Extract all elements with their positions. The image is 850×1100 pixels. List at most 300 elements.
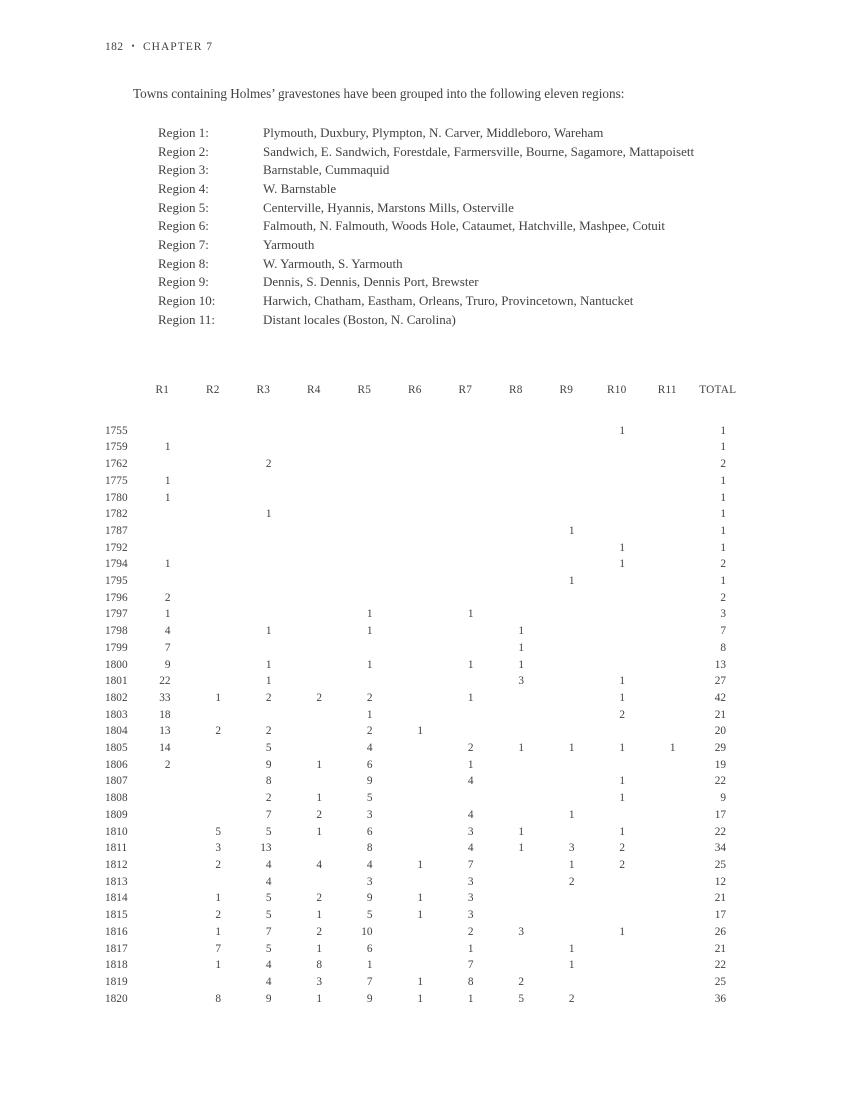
- region-list: [158, 124, 694, 329]
- value-cell: 2: [619, 708, 625, 721]
- value-cell: 1: [720, 575, 726, 588]
- value-cell: [289, 490, 340, 507]
- value-cell: 4: [164, 625, 171, 638]
- value-cell: [289, 707, 340, 724]
- value-cell: 5: [265, 909, 272, 922]
- value-cell: 17: [714, 909, 726, 922]
- value-cell: 2: [518, 975, 524, 988]
- value-cell: 1: [467, 758, 474, 771]
- value-cell: 3: [467, 825, 474, 838]
- value-cell: 1: [417, 975, 423, 988]
- value-cell: [339, 573, 390, 590]
- value-cell: 3: [467, 909, 474, 922]
- value-cell: [188, 790, 239, 807]
- value-cell: 2: [265, 458, 272, 471]
- column-header: R4: [306, 384, 321, 396]
- value-cell: [289, 640, 340, 657]
- value-cell: 1: [164, 491, 171, 504]
- value-cell: [491, 473, 542, 490]
- value-cell: [440, 423, 491, 440]
- value-cell: 4: [467, 808, 474, 821]
- value-cell: 27: [714, 675, 726, 688]
- year-cell: 1797: [105, 608, 128, 621]
- value-cell: [642, 890, 693, 907]
- value-cell: [642, 807, 693, 824]
- year-cell: 1798: [105, 625, 128, 638]
- value-cell: 21: [714, 892, 726, 905]
- value-cell: 1: [417, 725, 423, 738]
- value-cell: [188, 439, 239, 456]
- value-cell: 13: [159, 725, 171, 738]
- value-cell: [541, 456, 592, 473]
- value-cell: [491, 707, 542, 724]
- value-cell: [289, 506, 340, 523]
- value-cell: 14: [159, 742, 171, 755]
- value-cell: 2: [467, 925, 474, 938]
- value-cell: [491, 540, 542, 557]
- value-cell: [642, 957, 693, 974]
- value-cell: [642, 439, 693, 456]
- value-cell: 1: [619, 792, 625, 805]
- year-cell: 1759: [105, 441, 128, 454]
- region-row: [158, 180, 694, 199]
- value-cell: 29: [714, 742, 726, 755]
- value-cell: [188, 657, 239, 674]
- value-cell: 9: [265, 992, 272, 1005]
- value-cell: [390, 490, 441, 507]
- year-cell: 1782: [105, 508, 128, 521]
- value-cell: 8: [215, 992, 221, 1005]
- value-cell: [491, 941, 542, 958]
- value-cell: [642, 773, 693, 790]
- value-cell: [541, 606, 592, 623]
- year-cell: 1755: [105, 424, 128, 437]
- value-cell: [642, 423, 693, 440]
- value-cell: 1: [619, 925, 625, 938]
- value-cell: [339, 590, 390, 607]
- value-cell: [440, 506, 491, 523]
- value-cell: [137, 573, 188, 590]
- value-cell: [642, 690, 693, 707]
- year-cell: 1802: [105, 691, 128, 704]
- value-cell: [339, 523, 390, 540]
- value-cell: 1: [720, 524, 726, 537]
- region-row: [158, 273, 694, 292]
- value-cell: [592, 874, 643, 891]
- value-cell: 5: [265, 825, 272, 838]
- value-cell: 1: [619, 541, 625, 554]
- value-cell: 1: [669, 742, 676, 755]
- region-label: Region 11:: [158, 311, 215, 327]
- value-cell: 4: [366, 858, 373, 871]
- value-cell: [592, 590, 643, 607]
- value-cell: [491, 874, 542, 891]
- value-cell: [491, 423, 542, 440]
- value-cell: 9: [366, 892, 373, 905]
- value-cell: [137, 957, 188, 974]
- value-cell: [592, 957, 643, 974]
- value-cell: [390, 606, 441, 623]
- value-cell: 2: [720, 558, 726, 571]
- value-cell: [238, 606, 289, 623]
- value-cell: [137, 506, 188, 523]
- value-cell: 1: [619, 424, 625, 437]
- value-cell: [339, 439, 390, 456]
- value-cell: [188, 456, 239, 473]
- value-cell: [238, 523, 289, 540]
- year-cell: 1812: [105, 858, 128, 871]
- value-cell: 1: [720, 508, 726, 521]
- year-cell: 1809: [105, 808, 128, 821]
- region-towns: Sandwich, E. Sandwich, Forestdale, Farmersville, Bourne, Sagamore, Mattapoisett: [263, 143, 695, 159]
- value-cell: [642, 657, 693, 674]
- value-cell: [188, 640, 239, 657]
- region-label: Region 9:: [158, 274, 209, 290]
- value-cell: [238, 540, 289, 557]
- value-cell: 2: [164, 591, 171, 604]
- value-cell: [188, 773, 239, 790]
- value-cell: 2: [366, 725, 373, 738]
- column-header: R1: [155, 384, 170, 396]
- value-cell: [592, 941, 643, 958]
- value-cell: [541, 723, 592, 740]
- value-cell: [440, 523, 491, 540]
- value-cell: [238, 473, 289, 490]
- value-cell: [592, 573, 643, 590]
- value-cell: [289, 673, 340, 690]
- value-cell: [491, 573, 542, 590]
- value-cell: 19: [714, 758, 726, 771]
- value-cell: 1: [417, 858, 423, 871]
- value-cell: [541, 657, 592, 674]
- value-cell: [642, 623, 693, 640]
- value-cell: 20: [714, 725, 726, 738]
- region-label: Region 6:: [158, 218, 209, 234]
- value-cell: 25: [714, 858, 726, 871]
- value-cell: 5: [366, 792, 373, 805]
- value-cell: [289, 439, 340, 456]
- value-cell: 2: [316, 691, 322, 704]
- value-cell: 4: [467, 775, 474, 788]
- value-cell: 1: [619, 742, 625, 755]
- value-cell: [440, 540, 491, 557]
- value-cell: [289, 740, 340, 757]
- region-row: [158, 124, 694, 143]
- value-cell: [440, 723, 491, 740]
- year-cell: 1811: [105, 842, 128, 855]
- year-cell: 1780: [105, 491, 128, 504]
- value-cell: [137, 874, 188, 891]
- value-cell: [238, 590, 289, 607]
- value-cell: [289, 456, 340, 473]
- column-header: R7: [458, 384, 473, 396]
- value-cell: [642, 490, 693, 507]
- value-cell: 7: [720, 625, 726, 638]
- value-cell: [137, 773, 188, 790]
- value-cell: [440, 439, 491, 456]
- value-cell: 1: [316, 909, 322, 922]
- value-cell: [188, 590, 239, 607]
- year-cell: 1803: [105, 708, 128, 721]
- value-cell: [289, 423, 340, 440]
- value-cell: 4: [265, 959, 272, 972]
- value-cell: 2: [467, 742, 474, 755]
- value-cell: [289, 473, 340, 490]
- value-cell: 2: [568, 992, 575, 1005]
- value-cell: 4: [467, 842, 474, 855]
- value-cell: [440, 590, 491, 607]
- value-cell: [592, 606, 643, 623]
- value-cell: 7: [215, 942, 221, 955]
- value-cell: [541, 490, 592, 507]
- value-cell: [137, 857, 188, 874]
- value-cell: [289, 657, 340, 674]
- value-cell: 1: [720, 541, 726, 554]
- value-cell: [390, 673, 441, 690]
- value-cell: 2: [366, 691, 373, 704]
- value-cell: 1: [518, 658, 524, 671]
- value-cell: 1: [316, 825, 322, 838]
- column-header: R11: [657, 384, 677, 396]
- value-cell: 26: [714, 925, 726, 938]
- region-label: Region 10:: [158, 292, 216, 308]
- value-cell: [289, 723, 340, 740]
- value-cell: [541, 590, 592, 607]
- value-cell: [137, 907, 188, 924]
- value-cell: 8: [366, 842, 373, 855]
- value-cell: 1: [619, 558, 625, 571]
- value-cell: [137, 890, 188, 907]
- value-cell: [238, 423, 289, 440]
- value-cell: [289, 540, 340, 557]
- value-cell: [390, 540, 441, 557]
- value-cell: [491, 773, 542, 790]
- region-row: [158, 311, 694, 330]
- value-cell: [592, 974, 643, 991]
- value-cell: [339, 506, 390, 523]
- value-cell: 2: [265, 725, 272, 738]
- value-cell: [642, 924, 693, 941]
- column-header: TOTAL: [699, 384, 737, 396]
- year-cell: 1801: [105, 675, 128, 688]
- value-cell: 9: [164, 658, 171, 671]
- value-cell: 4: [316, 858, 322, 871]
- value-cell: 1: [467, 691, 474, 704]
- value-cell: [188, 540, 239, 557]
- value-cell: [188, 807, 239, 824]
- value-cell: [642, 473, 693, 490]
- value-cell: [390, 590, 441, 607]
- value-cell: 3: [467, 892, 474, 905]
- year-cell: 1815: [105, 909, 128, 922]
- value-cell: [289, 573, 340, 590]
- value-cell: 13: [260, 842, 272, 855]
- value-cell: 1: [316, 792, 322, 805]
- year-cell: 1795: [105, 575, 128, 588]
- value-cell: 9: [265, 758, 272, 771]
- region-label: Region 1:: [158, 125, 209, 140]
- value-cell: [440, 573, 491, 590]
- value-cell: 2: [265, 792, 272, 805]
- value-cell: 4: [366, 742, 373, 755]
- value-cell: 9: [366, 992, 373, 1005]
- value-cell: 3: [518, 675, 524, 688]
- value-cell: 5: [366, 909, 373, 922]
- value-cell: [390, 824, 441, 841]
- value-cell: 17: [714, 808, 726, 821]
- value-cell: [592, 473, 643, 490]
- value-cell: [390, 840, 441, 857]
- value-cell: 1: [619, 825, 625, 838]
- year-cell: 1804: [105, 725, 128, 738]
- region-row: [158, 161, 694, 180]
- value-cell: 21: [714, 708, 726, 721]
- value-cell: [339, 423, 390, 440]
- value-cell: [642, 974, 693, 991]
- value-cell: 5: [265, 742, 272, 755]
- value-cell: 3: [215, 842, 221, 855]
- year-cell: 1814: [105, 892, 128, 905]
- value-cell: [137, 991, 188, 1008]
- value-cell: 2: [619, 858, 625, 871]
- value-cell: [137, 824, 188, 841]
- region-row: [158, 236, 694, 255]
- value-cell: [541, 506, 592, 523]
- value-cell: [592, 506, 643, 523]
- value-cell: [188, 673, 239, 690]
- value-cell: [390, 423, 441, 440]
- value-cell: [289, 773, 340, 790]
- column-header: R2: [205, 384, 220, 396]
- header-gap: [105, 399, 743, 423]
- value-cell: [137, 974, 188, 991]
- region-label: Region 2:: [158, 143, 209, 159]
- page-header: [105, 41, 213, 53]
- value-cell: [642, 790, 693, 807]
- year-cell: 1805: [105, 742, 128, 755]
- value-cell: 1: [417, 892, 423, 905]
- value-cell: 7: [467, 959, 474, 972]
- value-cell: [238, 707, 289, 724]
- value-cell: 1: [265, 625, 272, 638]
- value-cell: [642, 757, 693, 774]
- value-cell: 5: [215, 825, 221, 838]
- value-cell: 2: [215, 725, 221, 738]
- year-cell: 1792: [105, 541, 128, 554]
- column-header: R9: [559, 384, 574, 396]
- value-cell: 1: [568, 742, 575, 755]
- value-cell: [491, 757, 542, 774]
- year-cell: 1816: [105, 925, 128, 938]
- value-cell: [390, 707, 441, 724]
- value-cell: 7: [164, 641, 171, 654]
- value-cell: [541, 924, 592, 941]
- value-cell: 3: [720, 608, 726, 621]
- value-cell: 1: [215, 925, 221, 938]
- value-cell: 1: [720, 441, 726, 454]
- value-cell: 1: [417, 992, 423, 1005]
- value-cell: [592, 890, 643, 907]
- year-cell: 1787: [105, 524, 128, 537]
- value-cell: 42: [714, 691, 726, 704]
- value-cell: [390, 740, 441, 757]
- value-cell: [390, 506, 441, 523]
- value-cell: [491, 690, 542, 707]
- value-cell: [642, 991, 693, 1008]
- value-cell: [440, 673, 491, 690]
- year-cell: 1818: [105, 959, 128, 972]
- value-cell: [642, 707, 693, 724]
- value-cell: [541, 890, 592, 907]
- value-cell: 2: [316, 892, 322, 905]
- value-cell: [390, 941, 441, 958]
- value-cell: 7: [366, 975, 373, 988]
- year-cell: 1808: [105, 792, 128, 805]
- value-cell: [238, 439, 289, 456]
- value-cell: [491, 556, 542, 573]
- value-cell: 2: [164, 758, 171, 771]
- value-cell: [188, 556, 239, 573]
- value-cell: [188, 606, 239, 623]
- region-towns: Falmouth, N. Falmouth, Woods Hole, Cataumet, Hatchville, Mashpee, Cotuit: [263, 218, 666, 234]
- value-cell: 1: [467, 608, 474, 621]
- value-cell: 5: [518, 992, 524, 1005]
- value-cell: [390, 623, 441, 640]
- value-cell: [592, 657, 643, 674]
- value-cell: 2: [568, 875, 575, 888]
- value-cell: [541, 773, 592, 790]
- value-cell: 2: [215, 858, 221, 871]
- value-cell: [592, 490, 643, 507]
- region-label: Region 8:: [158, 255, 209, 271]
- value-cell: 2: [316, 808, 322, 821]
- value-cell: [642, 874, 693, 891]
- value-cell: [642, 941, 693, 958]
- value-cell: [390, 874, 441, 891]
- value-cell: [390, 790, 441, 807]
- region-towns: Harwich, Chatham, Eastham, Orleans, Truro, Provincetown, Nantucket: [263, 292, 634, 308]
- value-cell: 2: [215, 909, 221, 922]
- value-cell: 8: [467, 975, 474, 988]
- value-cell: [592, 623, 643, 640]
- value-cell: 2: [316, 925, 322, 938]
- column-header: R3: [256, 384, 271, 396]
- value-cell: [390, 757, 441, 774]
- value-cell: 33: [159, 691, 171, 704]
- value-cell: [137, 523, 188, 540]
- value-cell: [289, 840, 340, 857]
- column-header: R5: [357, 384, 372, 396]
- value-cell: [541, 974, 592, 991]
- value-cell: 9: [366, 775, 373, 788]
- region-label: Region 4:: [158, 180, 209, 196]
- value-cell: [541, 640, 592, 657]
- value-cell: 1: [215, 691, 221, 704]
- region-row: [158, 143, 694, 162]
- value-cell: 1: [720, 474, 726, 487]
- value-cell: [339, 490, 390, 507]
- value-cell: [137, 840, 188, 857]
- value-cell: [642, 824, 693, 841]
- value-cell: [390, 924, 441, 941]
- value-cell: [188, 523, 239, 540]
- value-cell: 1: [720, 424, 726, 437]
- value-cell: 10: [361, 925, 373, 938]
- value-cell: [642, 556, 693, 573]
- value-cell: [440, 456, 491, 473]
- value-cell: [390, 556, 441, 573]
- value-cell: 1: [164, 441, 171, 454]
